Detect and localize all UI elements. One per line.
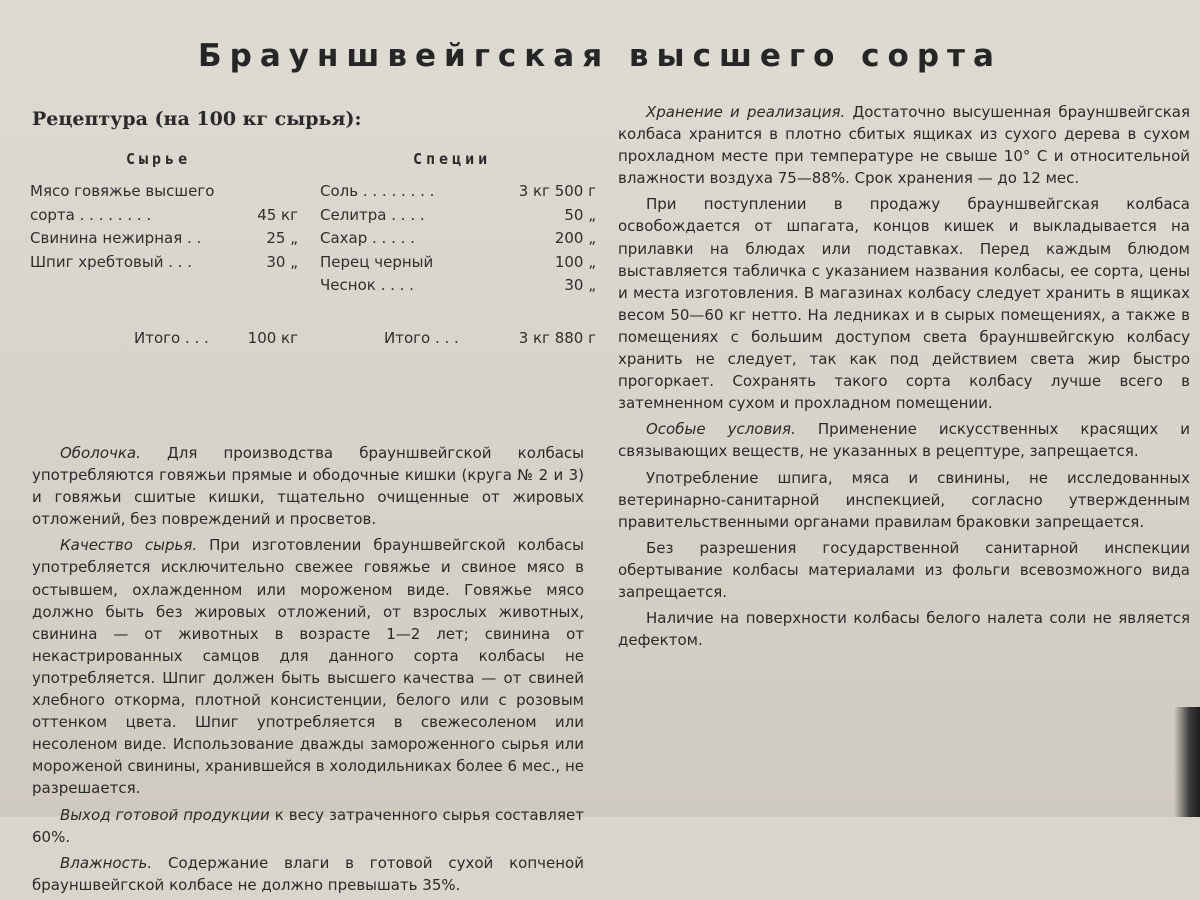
spice-name: Селитра . . . .	[320, 205, 425, 224]
spice-row	[320, 204, 596, 228]
ingredient-row	[30, 251, 298, 275]
right-column-text	[618, 101, 1190, 655]
paragraph-body: Без разрешения государственной санитарной инспекции обертывание колбасы материалами из фольги всевозможного вида запрещается.	[618, 538, 1190, 601]
paragraph-head: Хранение и реализация.	[646, 103, 846, 121]
spice-name: Сахар . . . . .	[320, 229, 415, 247]
spice-row	[320, 251, 596, 275]
ingredient-row	[30, 227, 298, 251]
paragraph-body: Употребление шпига, мяса и свинины, не исследованных ветеринарно-санитарной инспекцией, согласно утвержденным правительственными органами правилам браковки запрещается.	[618, 468, 1190, 531]
paragraph-body: При изготовлении брауншвейгской колбасы употребляется исключительно свежее говяжье и свиное мясо в остывшем, охлажденном или мороженом виде. Говяжье мясо должно быть без жировых отложений, от взрослых животных, свинина — от животных в возрасте 1—2 лет; свинина от некастрированных самцов для данного сорта колбасы не употребляется. Шпиг должен быть высшего качества — от свиней хлебного откорма, плотной консистенции, белого или с розовым оттенком цвета. Шпиг употребляется в свежесоленом или несоленом виде. Использование дважды замороженного сырья или мороженой свинины, хранившейся в холодильниках более 6 мес., не разрешается.	[32, 536, 584, 798]
paragraph-moisture	[32, 852, 584, 896]
paragraph-body: Наличие на поверхности колбасы белого налета соли не является дефектом.	[618, 609, 1190, 650]
ingredient-amount: 25 „	[266, 229, 298, 247]
ingredient-name: Свинина нежирная . .	[30, 229, 202, 247]
spice-name: Перец черный	[320, 252, 434, 271]
paragraph-body: Для производства брауншвейгской колбасы употребляются говяжьи прямые и ободочные кишки (круга № 2 и 3) и говяжьи сшитые кишки, тщательно очищенные от жировых отложений, без повреждений и просветов.	[32, 444, 584, 529]
paragraph-head: Оболочка.	[60, 444, 141, 462]
paragraph-body: Содержание влаги в готовой сухой копченой брауншвейгской колбасе не должно превышать 35%.	[32, 853, 584, 894]
paragraph-salt-film	[618, 607, 1190, 651]
paragraph-special-conditions	[618, 418, 1190, 462]
ingredient-amount: 30 „	[266, 252, 298, 271]
paragraph-head: Выход готовой продукции	[60, 805, 270, 824]
paragraph-head: Качество сырья.	[60, 536, 198, 555]
spice-amount: 200 „	[554, 229, 596, 247]
ingredient-amount: 45 кг	[257, 205, 298, 224]
spice-name: Соль . . . . . . . .	[320, 182, 435, 200]
recipe-heading: Рецептура (на 100 кг сырья):	[32, 108, 362, 130]
total-label: Итого . . .	[384, 329, 459, 347]
spice-row	[320, 227, 596, 251]
spices-list	[320, 180, 596, 298]
raw-materials-list	[30, 180, 298, 274]
paragraph-body: к весу затраченного сырья составляет 60%.	[32, 805, 584, 846]
ingredient-row	[30, 204, 298, 228]
paragraph-raw-quality	[32, 534, 584, 799]
spice-name: Чеснок . . . .	[320, 276, 414, 294]
raw-materials-header: Сырье	[126, 150, 192, 168]
spice-amount: 100 „	[554, 252, 596, 271]
paragraph-body: Применение искусственных красящих и связывающих веществ, не указанных в рецептуре, запрещается.	[618, 420, 1190, 461]
ingredient-row	[30, 180, 298, 204]
paragraph-sale	[618, 193, 1190, 414]
ingredient-name: Шпиг хребтовый . . .	[30, 252, 193, 271]
paragraph-body: Достаточно высушенная брауншвейгская колбаса хранится в плотно сбитых ящиках из сухого дерева в сухом прохладном месте при температуре не свыше 10° С и относительной влажности воздуха 75—88%. Срок хранения — до 12 мес.	[618, 103, 1190, 188]
left-column-text	[32, 442, 584, 900]
total-amount: 100 кг	[247, 329, 298, 347]
spices-header: Специи	[413, 150, 492, 168]
paragraph-inspection	[618, 467, 1190, 533]
paragraph-storage	[618, 101, 1190, 189]
spice-amount: 50 „	[564, 205, 596, 224]
spices-total	[384, 329, 596, 347]
spice-row	[320, 274, 596, 298]
ingredient-name: Мясо говяжье высшего	[30, 182, 215, 200]
paragraph-head: Особые условия.	[646, 420, 796, 439]
paragraph-yield	[32, 804, 584, 848]
paragraph-head: Влажность.	[60, 853, 153, 872]
spice-amount: 30 „	[564, 276, 596, 294]
book-spine-shadow	[1174, 707, 1200, 817]
spice-amount: 3 кг 500 г	[518, 182, 596, 200]
total-amount: 3 кг 880 г	[518, 329, 596, 347]
spice-row	[320, 180, 596, 204]
raw-materials-total	[134, 329, 298, 347]
ingredient-name: сорта . . . . . . . .	[30, 205, 152, 224]
paragraph-casing	[32, 442, 584, 530]
total-label: Итого . . .	[134, 329, 209, 347]
paragraph-body: При поступлении в продажу брауншвейгская колбаса освобождается от шпагата, концов кишек и выкладывается на прилавки на блюдах или подставках. Перед каждым блюдом выставляется табличка с указанием названия колбасы, ее сорта, цены и места изготовления. В магазинах колбасу следует хранить в ящиках весом 50—60 кг нетто. На ледниках и в сырых помещениях, а также в помещениях с большим доступом света брауншвейгскую колбасу хранить не следует, так как под действием света жир быстро прогоркает. Сохранять такого сорта колбасу лучше всего в затемненном сухом и прохладном помещении.	[618, 195, 1190, 413]
paragraph-foil	[618, 537, 1190, 603]
page-title: Брауншвейгская высшего сорта	[198, 38, 1002, 74]
